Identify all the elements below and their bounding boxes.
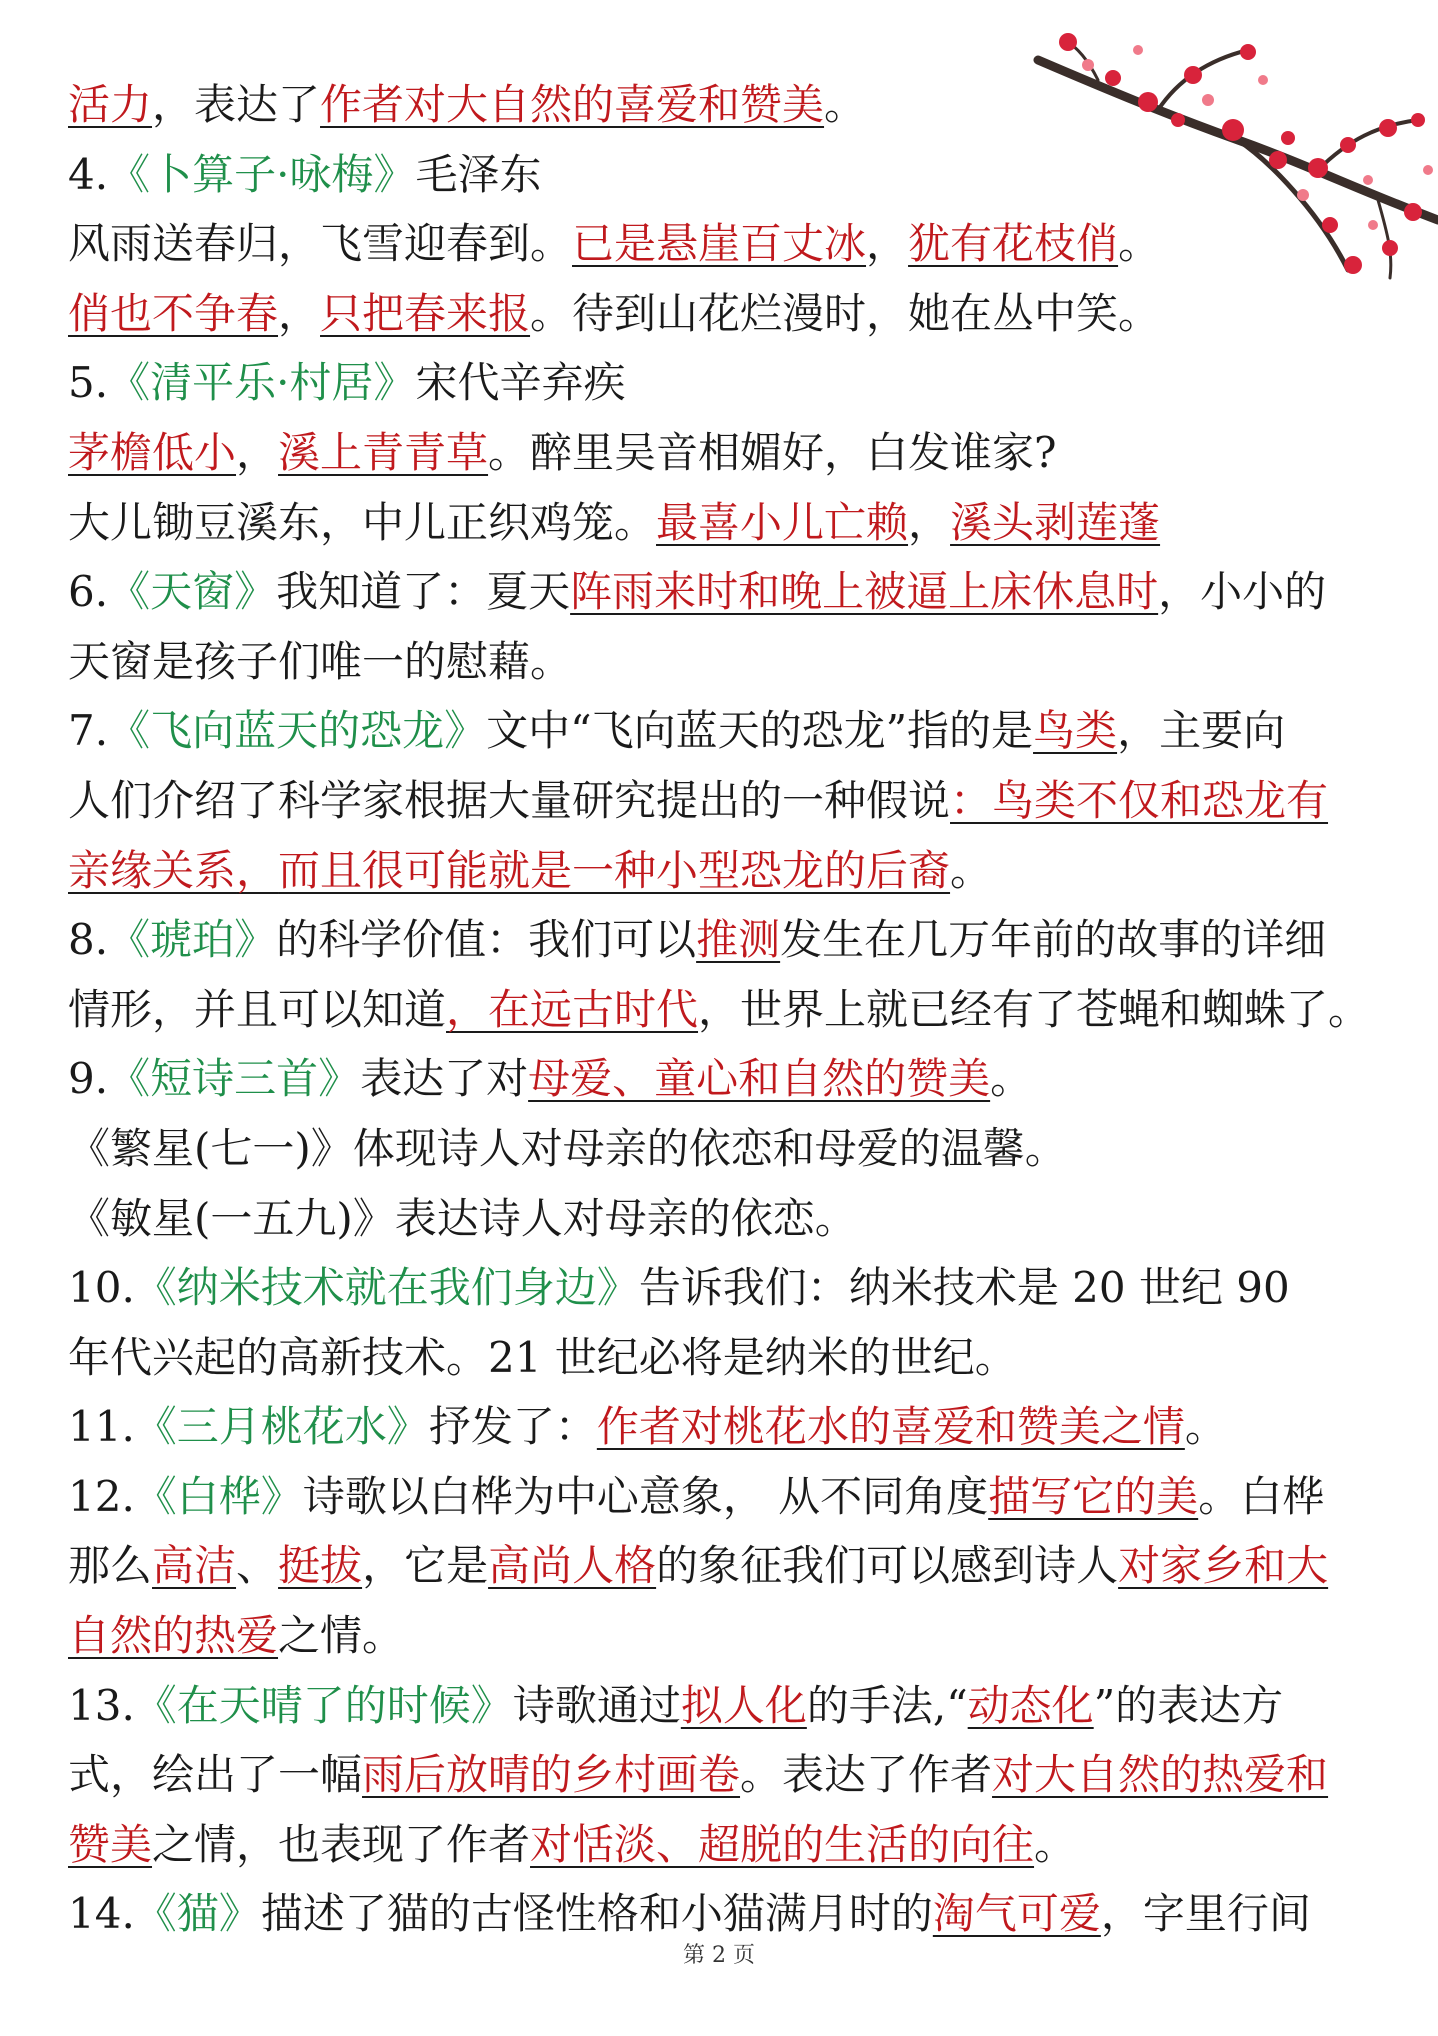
text-line (68, 627, 1378, 697)
body-text: 10. (68, 1263, 135, 1313)
body-text: 人们介绍了科学家根据大量研究提出的一种假说 (68, 775, 951, 825)
key-point: 高洁 (152, 1541, 237, 1591)
text-line (68, 1462, 1378, 1532)
body-text: ，字里行间 (1100, 1889, 1311, 1939)
body-text: 之情，也表现了作者 (152, 1819, 531, 1869)
text-line (68, 1810, 1378, 1880)
body-text: 9. (68, 1054, 109, 1104)
key-point: 对恬淡、超脱的生活的向往 (530, 1819, 1035, 1869)
body-text: 《敏星(一五九)》表达诗人对母亲的依恋。 (68, 1193, 857, 1243)
text-line (68, 1253, 1378, 1323)
text-line (68, 905, 1378, 975)
section-title: 《琥珀》 (108, 915, 277, 965)
body-text: 6. (68, 567, 109, 617)
body-text: 宋代辛弃疾 (415, 358, 626, 408)
body-text: 。 (1118, 219, 1161, 269)
body-text: 的象征我们可以感到诗人 (656, 1541, 1119, 1591)
body-text: 。 (1184, 1402, 1227, 1452)
page-number: 第 2 页 (683, 1943, 755, 1968)
key-point: ：鸟类不仅和恐龙有 (950, 775, 1329, 825)
document-body (68, 70, 1378, 1949)
text-line (68, 1044, 1378, 1114)
key-point: 淘气可爱 (932, 1889, 1101, 1939)
body-text: 14. (68, 1889, 135, 1939)
key-point: 对大自然的热爱和 (992, 1750, 1329, 1800)
body-text: 4. (68, 149, 109, 199)
key-point: ， (236, 845, 279, 895)
key-point: 已是悬崖百丈冰 (572, 219, 867, 269)
key-point: 而且很可能就是一种小型恐龙的后裔 (278, 845, 951, 895)
key-point: 最喜小儿亡赖 (656, 497, 909, 547)
body-text: ，主要向 (1117, 706, 1286, 756)
text-line (68, 1531, 1378, 1601)
key-point: 茅檐低小 (68, 427, 237, 477)
key-point: 对家乡和大 (1118, 1541, 1329, 1591)
key-point: 母爱、童心和自然的赞美 (528, 1054, 991, 1104)
body-text: 、 (236, 1541, 279, 1591)
key-point: 拟人化 (680, 1680, 807, 1730)
body-text: 文中“飞向蓝天的恐龙”指的是 (486, 706, 1034, 756)
section-title: 《清平乐·村居》 (108, 358, 416, 408)
body-text: 5. (68, 358, 109, 408)
text-line (68, 696, 1378, 766)
body-text: 诗歌通过 (512, 1680, 681, 1730)
text-line (68, 279, 1378, 349)
text-line (68, 70, 1378, 140)
key-point: 活力 (68, 80, 153, 129)
key-point: 俏也不争春 (68, 288, 279, 338)
key-point: 溪上青青草 (278, 427, 489, 477)
key-point: 只把春来报 (320, 288, 531, 338)
key-point: 作者对大自然的喜爱和赞美 (320, 80, 825, 129)
body-text: 情形，并且可以知道 (68, 984, 447, 1034)
body-text: 大儿锄豆溪东，中儿正织鸡笼。 (68, 497, 657, 547)
body-text: 的手法,“ (806, 1680, 968, 1730)
text-line (68, 1184, 1378, 1254)
body-text: ， (236, 427, 279, 477)
body-text: 之情。 (278, 1611, 405, 1661)
body-text: ，小小的 (1158, 567, 1327, 617)
body-text: 毛泽东 (415, 149, 542, 199)
body-text: ”的表达方 (1093, 1680, 1284, 1730)
text-line (68, 418, 1378, 488)
section-title: 《三月桃花水》 (134, 1402, 429, 1452)
key-point: 作者对桃花水的喜爱和赞美之情 (596, 1402, 1185, 1452)
body-text: 。 (1034, 1819, 1077, 1869)
body-text: ， (866, 219, 909, 269)
body-text: 。 (990, 1054, 1033, 1104)
body-text: ， (908, 497, 951, 547)
body-text: 表达了对 (360, 1054, 529, 1104)
key-point: 赞美 (68, 1819, 153, 1869)
body-text: 。待到山花烂漫时，她在丛中笑。 (530, 288, 1161, 338)
text-line (68, 1392, 1378, 1462)
body-text: 。 (824, 80, 867, 129)
key-point: 高尚人格 (488, 1541, 657, 1591)
section-title: 《白桦》 (134, 1471, 303, 1521)
body-text: 13. (68, 1680, 135, 1730)
key-point: 亲缘关系 (68, 845, 237, 895)
key-point: 描写它的美 (988, 1471, 1199, 1521)
body-text: 诗歌以白桦为中心意象， 从不同角度 (302, 1471, 989, 1521)
section-title: 《卜算子·咏梅》 (108, 149, 416, 199)
body-text: ，世界上就已经有了苍蝇和蜘蛛了。 (698, 984, 1371, 1034)
body-text: 的科学价值：我们可以 (276, 915, 697, 965)
body-text: 12. (68, 1471, 135, 1521)
body-text: ，表达了 (152, 80, 321, 129)
body-text: 抒发了： (428, 1402, 597, 1452)
body-text: 8. (68, 915, 109, 965)
body-text: 发生在几万年前的故事的详细 (780, 915, 1327, 965)
text-line (68, 975, 1378, 1045)
body-text: 。醉里吴音相媚好，白发谁家? (488, 427, 1057, 477)
body-text: 描述了猫的古怪性格和小猫满月时的 (260, 1889, 933, 1939)
key-point: 自然的热爱 (68, 1611, 279, 1661)
body-text: 我知道了：夏天 (276, 567, 571, 617)
body-text: ， (278, 288, 321, 338)
section-title: 《短诗三首》 (108, 1054, 361, 1104)
key-point: 阵雨来时和晚上被逼上床休息时 (570, 567, 1159, 617)
body-text: 式，绘出了一幅 (68, 1750, 363, 1800)
section-title: 《飞向蓝天的恐龙》 (108, 706, 487, 756)
section-title: 《猫》 (134, 1889, 261, 1939)
section-title: 《天窗》 (108, 567, 277, 617)
body-text: 告诉我们：纳米技术是 20 世纪 90 (638, 1263, 1290, 1313)
key-point: 溪头剥莲蓬 (950, 497, 1161, 547)
text-line (68, 1671, 1378, 1741)
key-point: 动态化 (967, 1680, 1094, 1730)
text-line (68, 1323, 1378, 1393)
body-text: 《繁星(七一)》体现诗人对母亲的依恋和母爱的温馨。 (68, 1123, 1067, 1173)
body-text: 风雨送春归，飞雪迎春到。 (68, 219, 573, 269)
text-line (68, 348, 1378, 418)
text-line (68, 1740, 1378, 1810)
key-point: 雨后放晴的乡村画卷 (362, 1750, 741, 1800)
text-line (68, 488, 1378, 558)
key-point: 挺拔 (278, 1541, 363, 1591)
body-text: 。 (950, 845, 993, 895)
key-point: 犹有花枝俏 (908, 219, 1119, 269)
text-line (68, 1601, 1378, 1671)
section-title: 《纳米技术就在我们身边》 (134, 1263, 639, 1313)
text-line (68, 557, 1378, 627)
body-text: 天窗是孩子们唯一的慰藉。 (68, 636, 573, 686)
key-point: ，在远古时代 (446, 984, 699, 1034)
body-text: ，它是 (362, 1541, 489, 1591)
section-title: 《在天晴了的时候》 (134, 1680, 513, 1730)
text-line (68, 836, 1378, 906)
key-point: 鸟类 (1033, 706, 1118, 756)
text-line (68, 766, 1378, 836)
body-text: 年代兴起的高新技术。21 世纪必将是纳米的世纪。 (68, 1332, 1017, 1382)
text-line (68, 140, 1378, 210)
text-line (68, 1114, 1378, 1184)
body-text: 。白桦 (1198, 1471, 1325, 1521)
body-text: 那么 (68, 1541, 153, 1591)
body-text: 7. (68, 706, 109, 756)
key-point: 推测 (696, 915, 781, 965)
body-text: 11. (68, 1402, 135, 1452)
text-line (68, 209, 1378, 279)
body-text: 。表达了作者 (740, 1750, 993, 1800)
